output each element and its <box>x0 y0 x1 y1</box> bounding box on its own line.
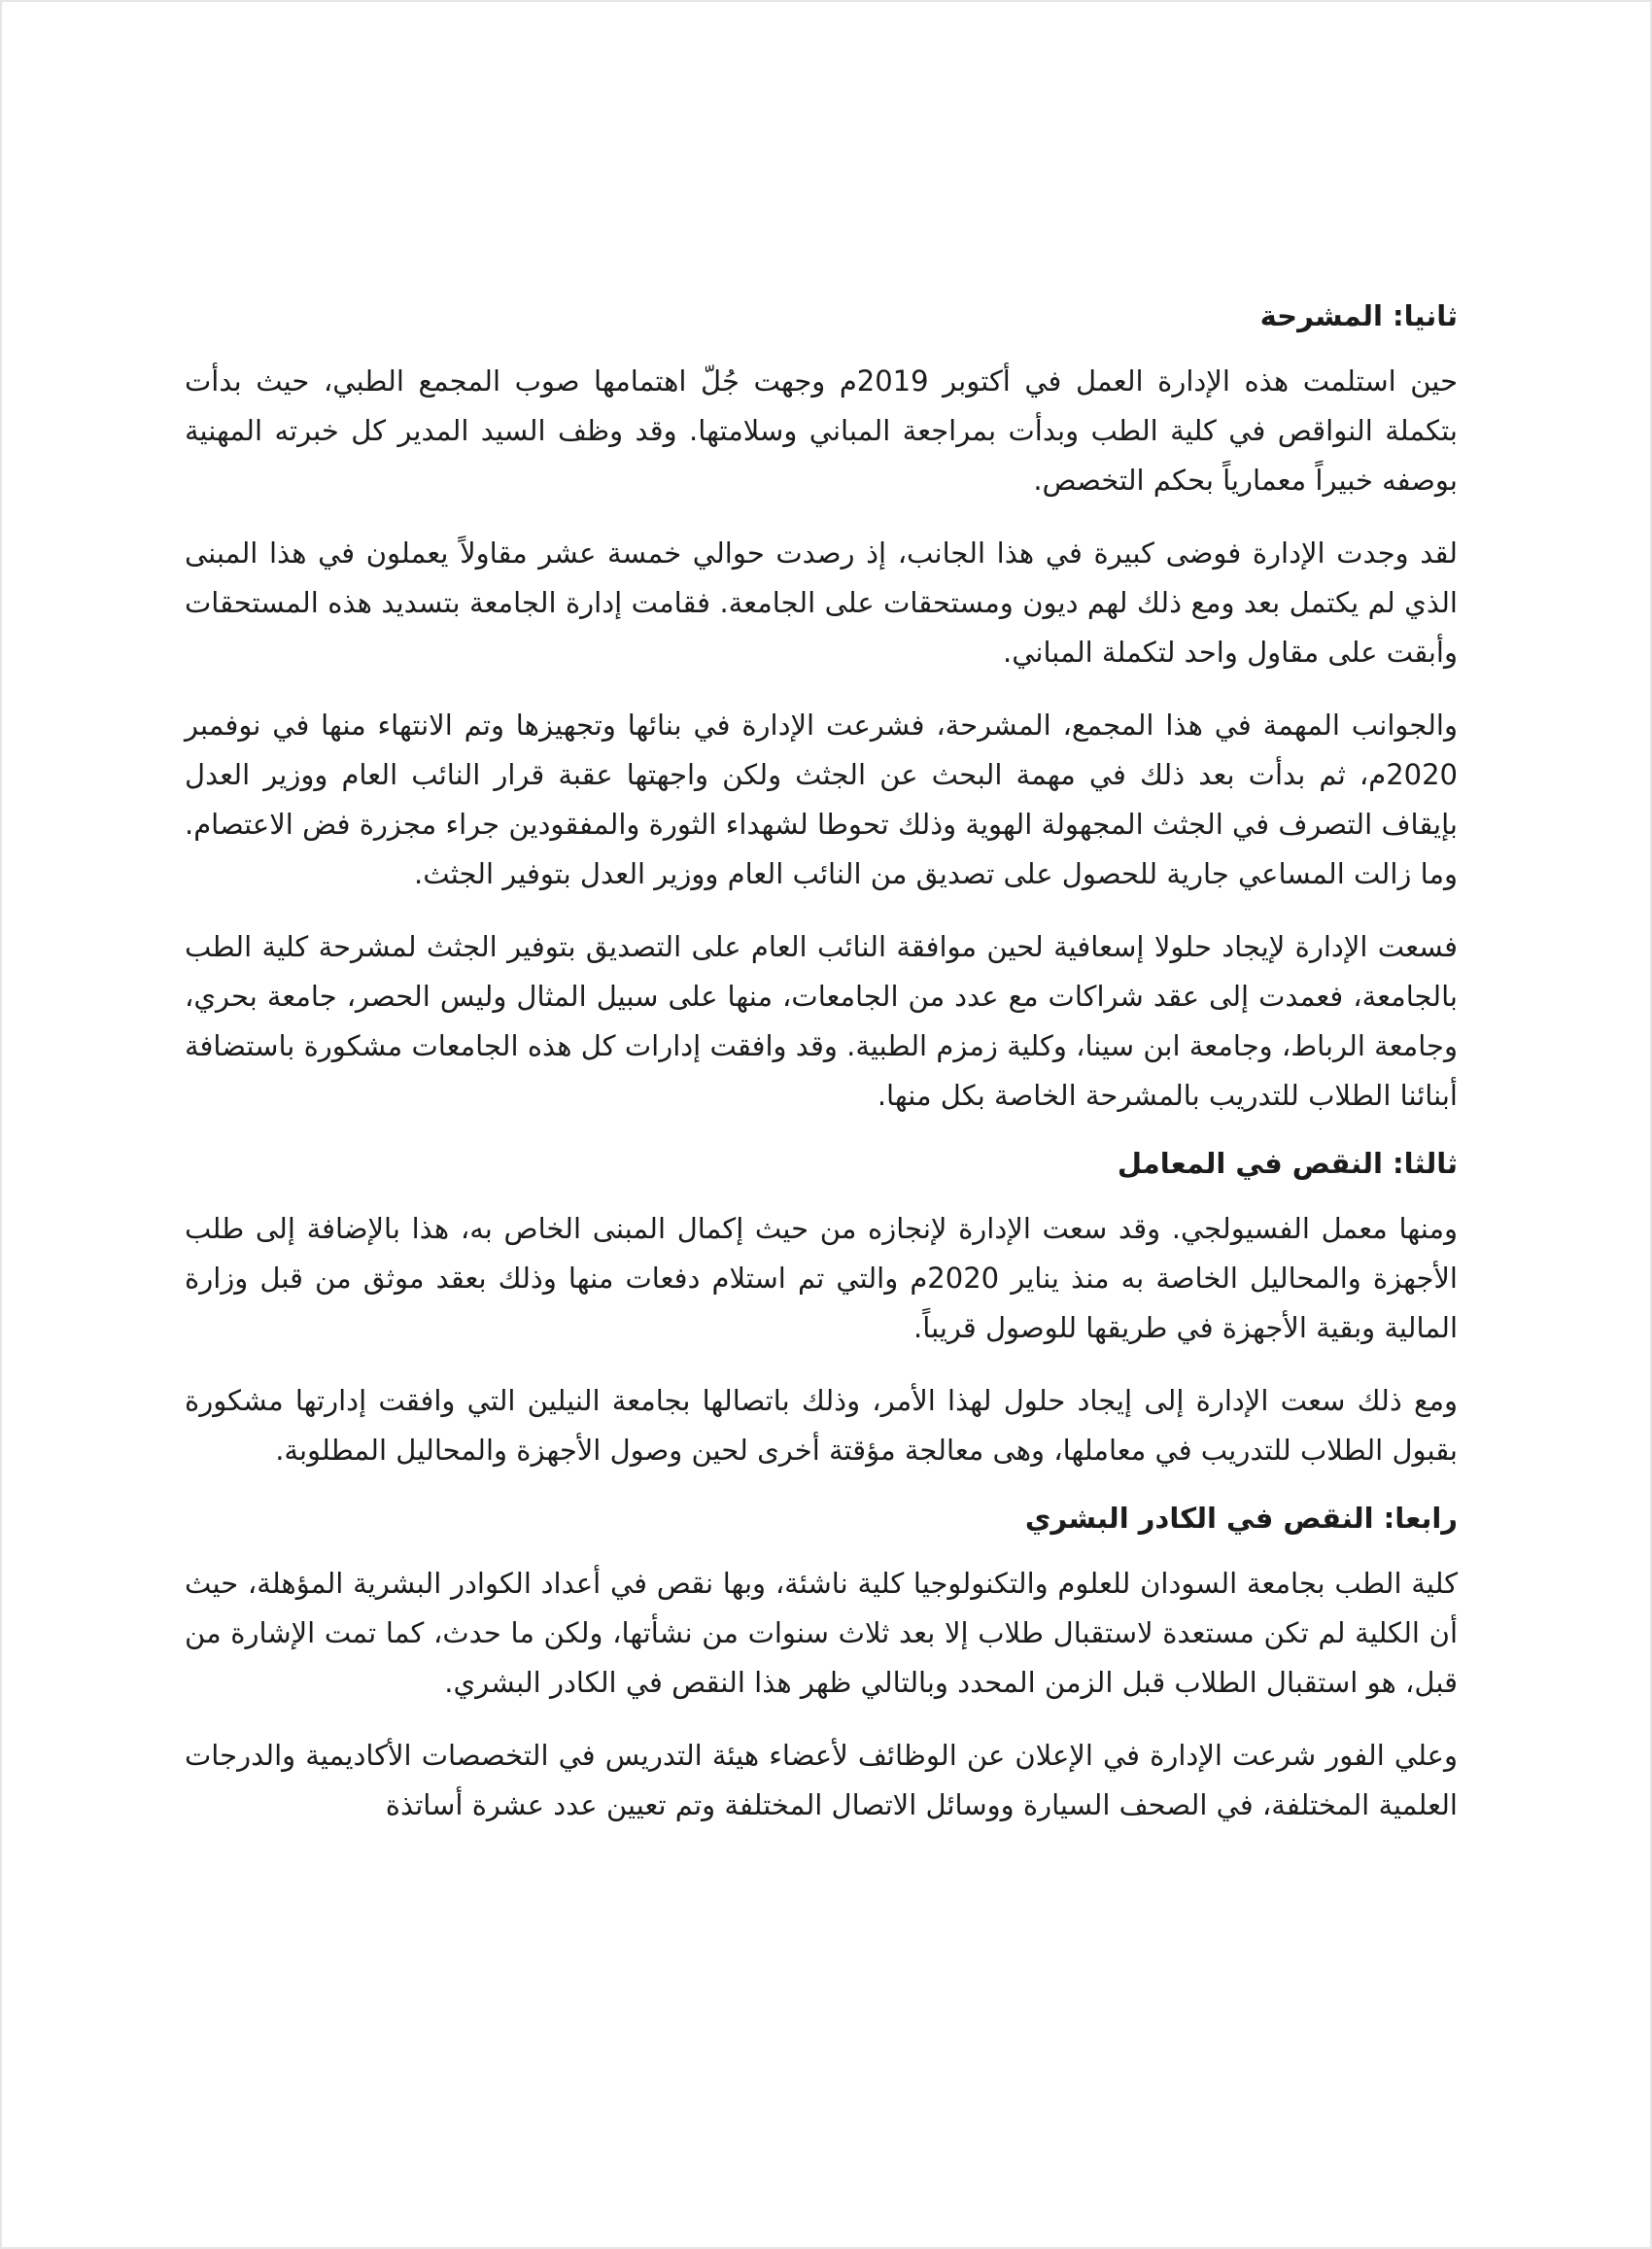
paragraph: حين استلمت هذه الإدارة العمل في أكتوبر 2019م وجهت جُلّ اهتمامها صوب المجمع الطبي، حيث بدأت بتكملة النواقص في كلية الطب وبدأت بمراجعة المباني وسلامتها. وقد وظف السيد المدير كل خبرته المهنية بوصفه خبيراً معمارياً بحكم التخصص. <box>185 364 1458 497</box>
section-mortuary <box>185 296 1458 1121</box>
section-staff-shortage <box>185 1499 1458 1830</box>
section-heading: رابعا: النقص في الكادر البشري <box>1024 1502 1458 1535</box>
paragraph: كلية الطب بجامعة السودان للعلوم والتكنولوجيا كلية ناشئة، وبها نقص في أعداد الكوادر البشرية المؤهلة، حيث أن الكلية لم تكن مستعدة لاستقبال طلاب إلا بعد ثلاث سنوات من نشأتها، ولكن ما حدث، كما تمت الإشارة من قبل، هو استقبال الطلاب قبل الزمن المحدد وبالتالي ظهر هذا النقص في الكادر البشري. <box>185 1567 1458 1699</box>
paragraph: وعلي الفور شرعت الإدارة في الإعلان عن الوظائف لأعضاء هيئة التدريس في التخصصات الأكاديمية والدرجات العلمية المختلفة، في الصحف السيارة ووسائل الاتصال المختلفة وتم تعيين عدد عشرة أساتذة <box>185 1739 1458 1821</box>
paragraph: فسعت الإدارة لإيجاد حلولا إسعافية لحين موافقة النائب العام على التصديق بتوفير الجثث لمشرحة كلية الطب بالجامعة، فعمدت إلى عقد شراكات مع عدد من الجامعات، منها على سبيل المثال وليس الحصر، جامعة بحري، وجامعة الرباط، وجامعة ابن سينا، وكلية زمزم الطبية. وقد وافقت إدارات كل هذه الجامعات مشكورة باستضافة أبنائنا الطلاب للتدريب بالمشرحة الخاصة بكل منها. <box>185 930 1458 1112</box>
document-page <box>185 296 1458 1853</box>
section-heading: ثالثا: النقص في المعامل <box>1117 1147 1458 1180</box>
paragraph: ومنها معمل الفسيولجي. وقد سعت الإدارة لإنجازه من حيث إكمال المبنى الخاص به، هذا بالإضافة إلى طلب الأجهزة والمحاليل الخاصة به منذ يناير 2020م والتي تم استلام دفعات منها وذلك بعقد موثق من قبل وزارة المالية وبقية الأجهزة في طريقها للوصول قريباً. <box>185 1212 1458 1344</box>
section-heading: ثانيا: المشرحة <box>1259 299 1458 332</box>
paragraph: والجوانب المهمة في هذا المجمع، المشرحة، فشرعت الإدارة في بنائها وتجهيزها وتم الانتهاء منها في نوفمبر 2020م، ثم بدأت بعد ذلك في مهمة البحث عن الجثث ولكن واجهتها عقبة قرار النائب العام ووزير العدل بإيقاف التصرف في الجثث المجهولة الهوية وذلك تحوطا لشهداء الثورة والمفقودين جراء مجزرة فض الاعتصام. وما زالت المساعي جارية للحصول على تصديق من النائب العام ووزير العدل بتوفير الجثث. <box>185 709 1458 890</box>
paragraph: ومع ذلك سعت الإدارة إلى إيجاد حلول لهذا الأمر، وذلك باتصالها بجامعة النيلين التي وافقت إدارتها مشكورة بقبول الطلاب للتدريب في معاملها، وهى معالجة مؤقتة أخرى لحين وصول الأجهزة والمحاليل المطلوبة. <box>185 1384 1458 1467</box>
paragraph: لقد وجدت الإدارة فوضى كبيرة في هذا الجانب، إذ رصدت حوالي خمسة عشر مقاولاً يعملون في هذا المبنى الذي لم يكتمل بعد ومع ذلك لهم ديون ومستحقات على الجامعة. فقامت إدارة الجامعة بتسديد هذه المستحقات وأبقت على مقاول واحد لتكملة المباني. <box>185 536 1458 669</box>
section-labs-shortage <box>185 1144 1458 1475</box>
